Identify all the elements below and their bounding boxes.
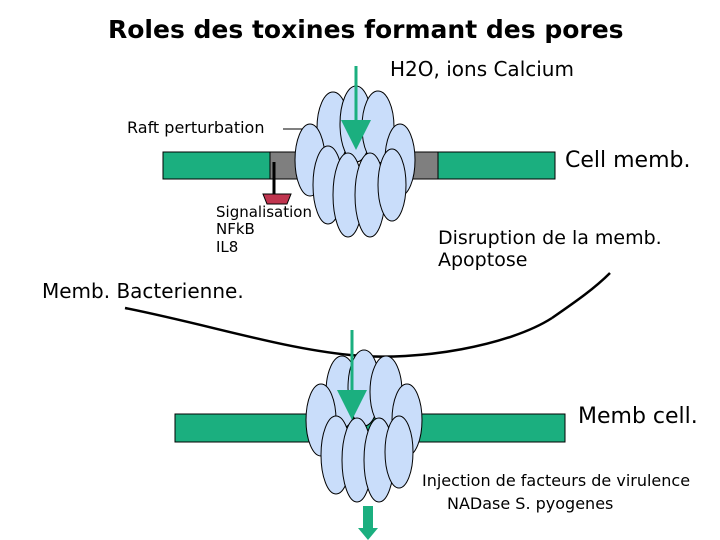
nadase-label: NADase S. pyogenes [447, 494, 614, 513]
signal-line-3: IL8 [216, 237, 239, 256]
cell-membrane-label: Cell memb. [565, 148, 691, 173]
memb-cell-label: Memb cell. [578, 404, 698, 429]
injection-label: Injection de facteurs de virulence [422, 471, 691, 490]
disruption-line-1: Disruption de la memb. [438, 227, 662, 249]
membrane-left-segment [163, 152, 273, 179]
ion-influx-label: H2O, ions Calcium [390, 57, 574, 81]
disruption-line-2: Apoptose [438, 248, 528, 271]
bacterial-membrane-curve [125, 308, 552, 357]
disruption-label [438, 228, 662, 272]
raft-perturbation-label: Raft perturbation [127, 118, 265, 137]
diagram-title: Roles des toxines formant des pores [108, 15, 624, 44]
disruption-pointer-curve [552, 273, 610, 318]
signal-line-2: NFkB [216, 220, 255, 239]
injection-arrow-lower-head [358, 528, 378, 540]
membrane-right-segment [438, 152, 555, 179]
pore-complex-bottom [306, 350, 422, 502]
signal-line-1: Signalisation [216, 203, 312, 221]
bacterial-membrane-label: Memb. Bacterienne. [42, 279, 244, 303]
signaling-label [216, 204, 312, 256]
